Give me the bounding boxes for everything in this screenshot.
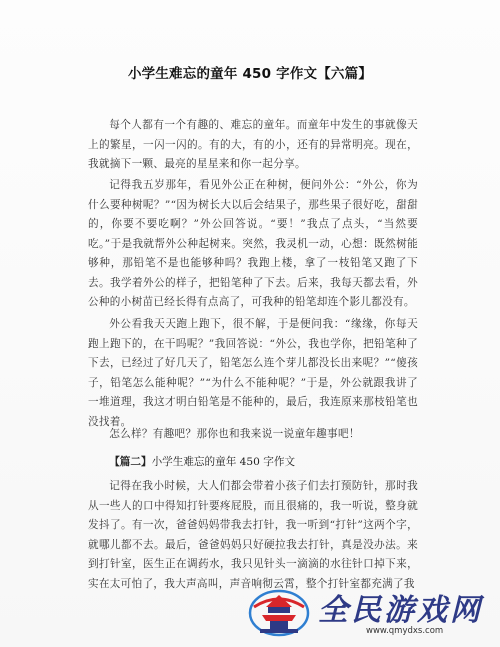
watermark-logo [238,585,500,647]
paragraph-planting: 记得我五岁那年，看见外公正在种树，便问外公：“外公，你为什么要种树呢？”“因为树长大以后会结果子，那些果子很好吃，甜甜的，你要不要吃啊？”外公回答说。“要！”我点了点头，“当然要吃。”于是我就帮外公种起树来。突然，我灵机一动，心想：既然树能够种，那铅笔不是也能够种吗？我跑上楼，拿了一枝铅笔又跑了下去。我学着外公的样子，把铅笔种了下去。后来，我每天都去看，外公种的小树苗已经长得有点高了，可我种的铅笔却连个影儿都没有。 [88,179,418,308]
paragraph-vaccination: 记得在我小时候，大人们都会带着小孩子们去打预防针，那时我从一些人的口中得知打针要疼屁股，而且很痛的，我一听说，整身就发抖了。有一次，爸爸妈妈带我去打针，我一听到“打针”这两个字，就哪儿都不去。最后，爸爸妈妈只好硬拉我去打针，真是没办法。来到打针室，医生正在调药水，我只见针头一滴滴的水往针口掉下来，实在太可怕了，我大声高叫，声音响彻云霄，整个打针室都充满了我 [88,480,418,590]
paragraph-grandpa-question: 外公看我天天跑上跑下，很不解，于是便问我：“缘缘，你每天跑上跑下的，在干吗呢？”我回答说：“外公，我也学你，把铅笔种了下去，已经过了好几天了，铅笔怎么连个芽儿都没长出来呢？”“傻孩子，铅笔怎么能种呢？”“为什么不能种呢？”于是，外公就跟我讲了一堆道理，我这才明白铅笔是不能种的，最后，我连原来那枝铅笔也没找着。 [88,318,418,428]
watermark-brand-text: 全民游戏网 [318,593,483,628]
document-title: 小学生难忘的童年 450 字作文【六篇】 [127,66,373,82]
watermark-url: www.qmydxs.com [366,626,444,636]
paragraph-intro: 每个人都有一个有趣的、难忘的童年。而童年中发生的事就像天上的繁星，一闪一闪的。有的大，有的小，还有的异常明亮。现在，我就摘下一颗、最亮的星星来和你一起分享。 [88,119,418,170]
paragraph-closing: 怎么样？有趣吧？那你也和我来说一说童年趣事吧！ [109,428,360,440]
section-title: 小学生难忘的童年 450 字作文 [151,456,296,468]
section-heading [88,453,418,473]
pagoda-emblem-icon [248,587,310,639]
section-tag: 【篇二】 [109,456,152,468]
